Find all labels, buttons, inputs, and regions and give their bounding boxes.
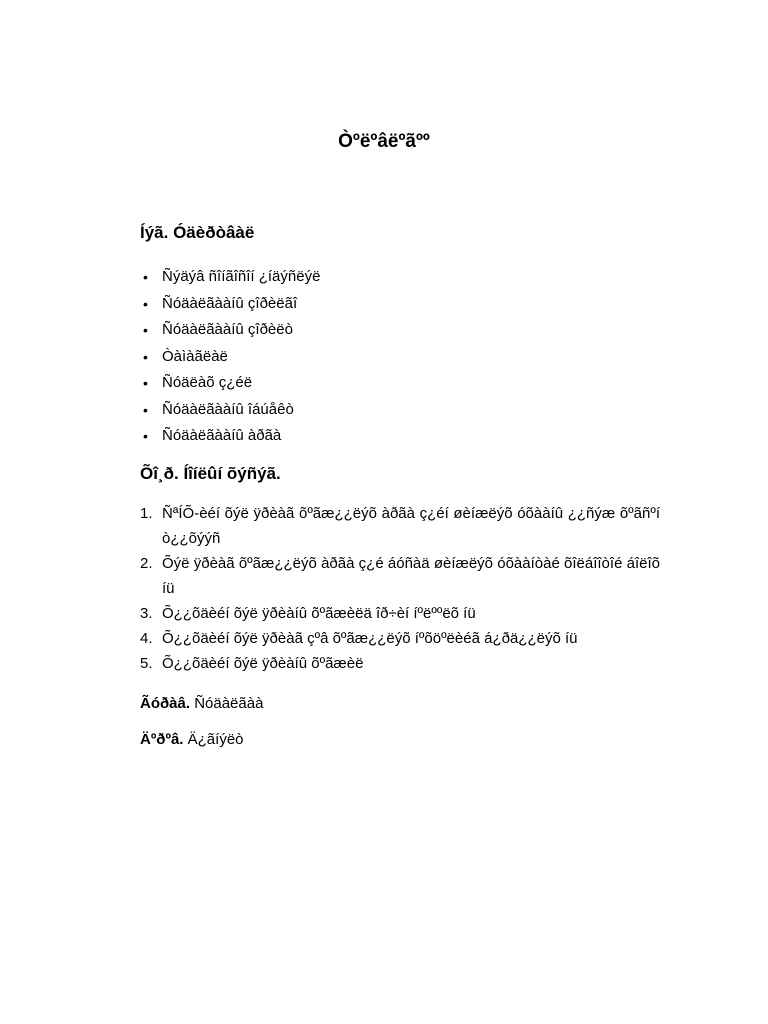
item-number: 1. — [140, 504, 153, 522]
section-four-line — [140, 729, 660, 751]
bullet-icon: • — [143, 375, 148, 391]
item-number: 4. — [140, 629, 153, 647]
numbered-item-text: Õ¿¿õäèéí õýë ÿðèàíû õºãæèëä îð÷èí íºëººëõ íü — [162, 604, 476, 622]
list-item-text: Ñóäàëãààíû çîðèëãî — [162, 294, 298, 312]
section-three-label: Ãóðàâ. — [140, 694, 191, 712]
bullet-icon: • — [143, 348, 148, 365]
numbered-item — [140, 551, 660, 601]
numbered-item-text: ÑªÍÕ-èéí õýë ÿðèàã õºãæ¿¿ëýõ àðãà ç¿éí øèíæëýõ óõààíû ¿¿ñýæ õºãñºí ò¿¿õýýñ — [162, 504, 660, 547]
section-three-line — [140, 693, 660, 715]
bullet-icon: • — [143, 322, 148, 338]
numbered-item — [140, 626, 660, 651]
item-number: 2. — [140, 554, 153, 572]
list-item — [140, 291, 660, 318]
numbered-item — [140, 601, 660, 626]
section-heading-2: Õî¸ð. Íîíëûí õýñýã. — [140, 463, 281, 483]
section-heading-1: Íýã. Óäèðòâàë — [140, 223, 255, 242]
bullet-icon: • — [143, 428, 148, 444]
section-four-label: Äºðºâ. — [140, 730, 184, 748]
numbered-item-text: Õýë ÿðèàã õºãæ¿¿ëýõ àðãà ç¿é áóñàä øèíæëýõ óõààíòàé õîëáîîòîé áîëîõ íü — [162, 554, 660, 597]
list-item-text: Ñóäàëãààíû àðãà — [162, 427, 282, 444]
numbered-list — [140, 501, 660, 676]
list-item-text: Ñýäýâ ñîíãîñîí ¿íäýñëýë — [162, 268, 321, 285]
bullet-icon: • — [143, 269, 148, 285]
section-four-value: Ä¿ãíýëò — [187, 730, 244, 748]
list-item — [140, 264, 660, 291]
bullet-list — [140, 264, 660, 450]
list-item-text: Ñóäàëãààíû îáúåêò — [162, 400, 294, 418]
list-item-text: Ñóäëàõ ç¿éë — [162, 374, 253, 391]
list-item — [140, 370, 660, 397]
numbered-item — [140, 501, 660, 551]
list-item — [140, 397, 660, 424]
numbered-item-text: Õ¿¿õäèéí õýë ÿðèàíû õºãæèë — [162, 654, 364, 672]
item-number: 5. — [140, 654, 153, 672]
bullet-icon: • — [143, 401, 148, 418]
item-number: 3. — [140, 604, 153, 622]
section-three-value: Ñóäàëãàà — [194, 694, 264, 712]
list-item — [140, 423, 660, 450]
list-item-text: Ñóäàëãààíû çîðèëò — [162, 321, 293, 338]
document-title: Òºëºâëºãºº — [338, 131, 430, 152]
numbered-item — [140, 651, 660, 676]
numbered-item-text: Õ¿¿õäèéí õýë ÿðèàã çºâ õºãæ¿¿ëýõ íºõöºëèéã á¿ðä¿¿ëýõ íü — [162, 629, 578, 647]
list-item-text: Òàìàãëàë — [162, 347, 228, 365]
list-item — [140, 317, 660, 344]
bullet-icon: • — [143, 295, 148, 312]
document-body — [140, 222, 660, 751]
list-item — [140, 344, 660, 371]
